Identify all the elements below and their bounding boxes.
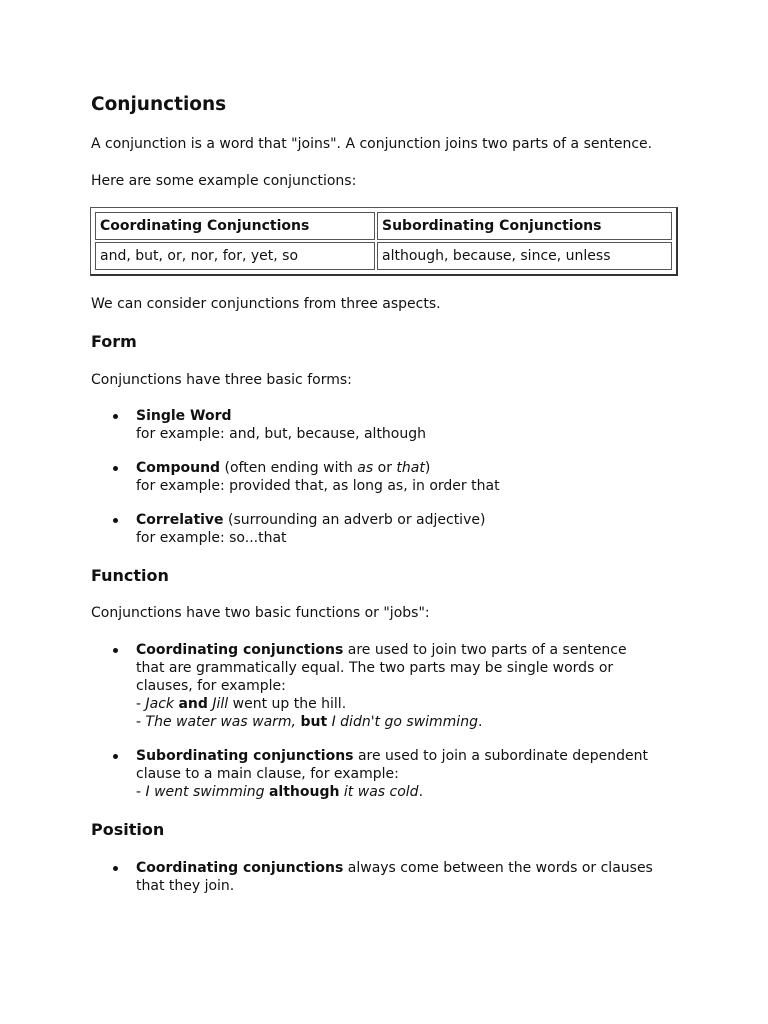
function-intro: Conjunctions have two basic functions or "jobs": xyxy=(91,605,430,621)
form-heading: Form xyxy=(91,332,137,351)
table-header-row xyxy=(95,212,672,240)
table-cell-coordinating: and, but, or, nor, for, yet, so xyxy=(95,242,375,270)
aspects-paragraph: We can consider conjunctions from three aspects. xyxy=(91,296,441,312)
term-coordinating: Coordinating conjunctions xyxy=(136,642,344,658)
example-compound: for example: provided that, as long as, in order that xyxy=(136,478,500,494)
example-intro-paragraph: Here are some example conjunctions: xyxy=(91,173,357,189)
example-single-word: for example: and, but, because, although xyxy=(136,426,427,442)
example-correlative: for example: so...that xyxy=(136,530,287,546)
form-intro: Conjunctions have three basic forms: xyxy=(91,372,352,388)
bullet xyxy=(113,518,118,523)
example-jack-jill: - Jack and Jill went up the hill. xyxy=(136,696,347,712)
function-heading: Function xyxy=(91,566,169,585)
term-subordinating: Subordinating conjunctions xyxy=(136,748,354,764)
position-heading: Position xyxy=(91,820,165,839)
table-header-subordinating: Subordinating Conjunctions xyxy=(377,212,672,240)
page-title: Conjunctions xyxy=(91,94,227,115)
bullet xyxy=(113,414,118,419)
example-swimming: - I went swimming although it was cold. xyxy=(136,784,424,800)
bullet xyxy=(113,754,118,759)
conjunctions-table xyxy=(90,207,678,276)
term-coordinating-position: Coordinating conjunctions xyxy=(136,860,344,876)
term-single-word: Single Word xyxy=(136,408,232,424)
table-row xyxy=(95,242,672,270)
table-header-coordinating: Coordinating Conjunctions xyxy=(95,212,375,240)
bullet xyxy=(113,866,118,871)
term-compound: Compound xyxy=(136,460,221,476)
intro-paragraph: A conjunction is a word that "joins". A conjunction joins two parts of a sentence. xyxy=(91,136,653,152)
table-cell-subordinating: although, because, since, unless xyxy=(377,242,672,270)
term-correlative: Correlative xyxy=(136,512,224,528)
bullet xyxy=(113,648,118,653)
bullet xyxy=(113,466,118,471)
example-water-warm: - The water was warm, but I didn't go swimming. xyxy=(136,714,483,730)
